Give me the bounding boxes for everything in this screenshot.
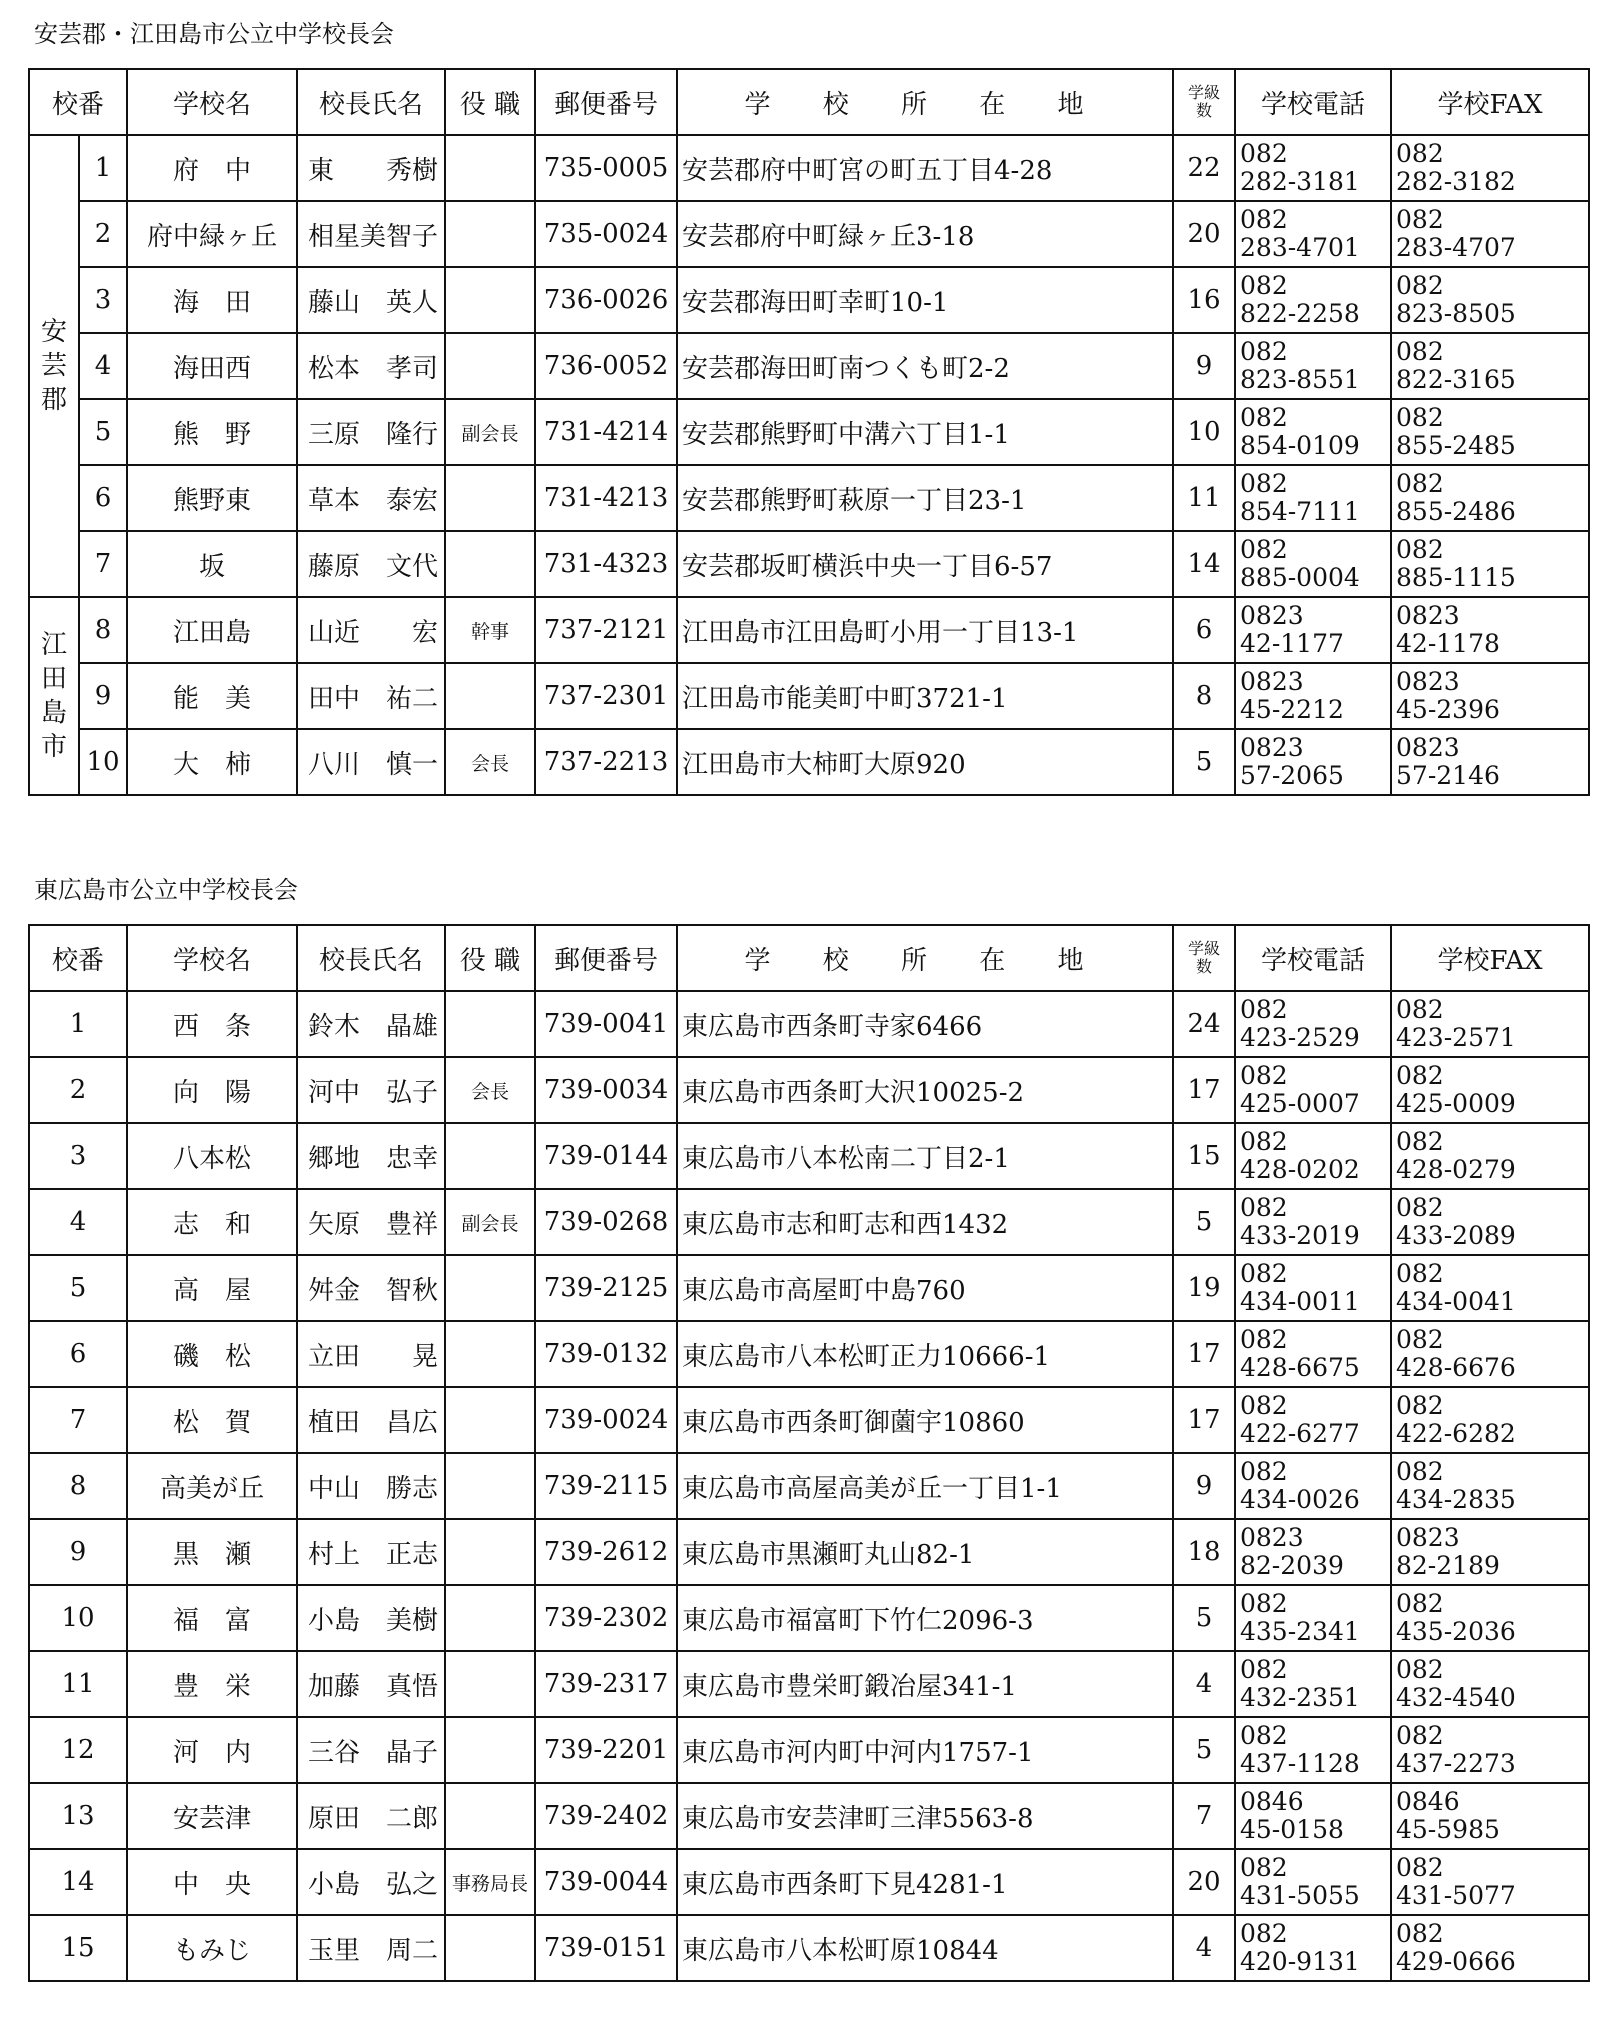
section-higashihiroshima (28, 874, 1588, 1982)
address-cell: 安芸郡熊野町中溝六丁目1-1 (677, 399, 1173, 465)
address-cell: 東広島市安芸津町三津5563-8 (677, 1783, 1173, 1849)
table-row (29, 1321, 1589, 1387)
school-name-cell: もみじ (127, 1915, 297, 1981)
fax-cell: 082 283-4707 (1391, 201, 1589, 267)
school-no-cell: 10 (29, 1585, 127, 1651)
header-classes: 学級 数 (1173, 925, 1235, 991)
class-count-cell: 22 (1173, 135, 1235, 201)
address-cell: 江田島市大柿町大原920 (677, 729, 1173, 795)
role-cell (445, 1321, 535, 1387)
postal-code-cell: 731-4214 (535, 399, 677, 465)
school-name-cell: 安芸津 (127, 1783, 297, 1849)
address-cell: 江田島市能美町中町3721-1 (677, 663, 1173, 729)
school-name-cell: 府 中 (127, 135, 297, 201)
phone-cell: 082 433-2019 (1235, 1189, 1391, 1255)
class-count-cell: 17 (1173, 1057, 1235, 1123)
school-name-cell: 能 美 (127, 663, 297, 729)
header-row (29, 925, 1589, 991)
principal-cell: 小島 弘之 (297, 1849, 445, 1915)
fax-cell: 082 425-0009 (1391, 1057, 1589, 1123)
role-cell (445, 465, 535, 531)
table-row (29, 1057, 1589, 1123)
table-row (29, 1717, 1589, 1783)
school-no-cell: 8 (29, 1453, 127, 1519)
address-cell: 東広島市西条町下見4281-1 (677, 1849, 1173, 1915)
postal-code-cell: 731-4323 (535, 531, 677, 597)
header-school-no: 校番 (29, 69, 127, 135)
phone-cell: 082 437-1128 (1235, 1717, 1391, 1783)
phone-cell: 082 425-0007 (1235, 1057, 1391, 1123)
fax-cell: 082 428-0279 (1391, 1123, 1589, 1189)
role-cell (445, 1387, 535, 1453)
class-count-cell: 8 (1173, 663, 1235, 729)
school-no-cell: 6 (79, 465, 127, 531)
fax-cell: 082 823-8505 (1391, 267, 1589, 333)
postal-code-cell: 737-2213 (535, 729, 677, 795)
address-cell: 東広島市西条町御薗宇10860 (677, 1387, 1173, 1453)
fax-cell: 082 855-2486 (1391, 465, 1589, 531)
role-cell: 副会長 (445, 399, 535, 465)
postal-code-cell: 739-2612 (535, 1519, 677, 1585)
role-cell (445, 991, 535, 1057)
postal-code-cell: 739-2125 (535, 1255, 677, 1321)
phone-cell: 082 885-0004 (1235, 531, 1391, 597)
address-cell: 安芸郡府中町緑ヶ丘3-18 (677, 201, 1173, 267)
class-count-cell: 24 (1173, 991, 1235, 1057)
principal-cell: 村上 正志 (297, 1519, 445, 1585)
phone-cell: 082 428-6675 (1235, 1321, 1391, 1387)
table-row (29, 1915, 1589, 1981)
class-count-cell: 6 (1173, 597, 1235, 663)
phone-cell: 082 431-5055 (1235, 1849, 1391, 1915)
header-postal: 郵便番号 (535, 925, 677, 991)
principal-cell: 原田 二郎 (297, 1783, 445, 1849)
phone-cell: 082 434-0011 (1235, 1255, 1391, 1321)
fax-cell: 082 855-2485 (1391, 399, 1589, 465)
class-count-cell: 19 (1173, 1255, 1235, 1321)
class-count-cell: 5 (1173, 1585, 1235, 1651)
table-row (29, 663, 1589, 729)
table-row (29, 1123, 1589, 1189)
class-count-cell: 17 (1173, 1387, 1235, 1453)
address-cell: 安芸郡府中町宮の町五丁目4-28 (677, 135, 1173, 201)
school-name-cell: 黒 瀬 (127, 1519, 297, 1585)
school-name-cell: 志 和 (127, 1189, 297, 1255)
school-name-cell: 中 央 (127, 1849, 297, 1915)
school-no-cell: 3 (29, 1123, 127, 1189)
role-cell (445, 1585, 535, 1651)
school-no-cell: 2 (29, 1057, 127, 1123)
fax-cell: 082 428-6676 (1391, 1321, 1589, 1387)
header-principal: 校長氏名 (297, 925, 445, 991)
region-cell: 安 芸 郡 (29, 135, 79, 597)
principal-cell: 植田 昌広 (297, 1387, 445, 1453)
fax-cell: 082 885-1115 (1391, 531, 1589, 597)
school-name-cell: 磯 松 (127, 1321, 297, 1387)
school-name-cell: 向 陽 (127, 1057, 297, 1123)
header-phone: 学校電話 (1235, 925, 1391, 991)
header-classes: 学級 数 (1173, 69, 1235, 135)
postal-code-cell: 739-0132 (535, 1321, 677, 1387)
phone-cell: 0823 45-2212 (1235, 663, 1391, 729)
class-count-cell: 11 (1173, 465, 1235, 531)
fax-cell: 0823 82-2189 (1391, 1519, 1589, 1585)
school-no-cell: 15 (29, 1915, 127, 1981)
school-name-cell: 熊 野 (127, 399, 297, 465)
address-cell: 東広島市豊栄町鍛冶屋341-1 (677, 1651, 1173, 1717)
section-title: 安芸郡・江田島市公立中学校長会 (34, 20, 394, 48)
school-no-cell: 1 (29, 991, 127, 1057)
address-cell: 東広島市福富町下竹仁2096-3 (677, 1585, 1173, 1651)
fax-cell: 082 423-2571 (1391, 991, 1589, 1057)
postal-code-cell: 739-2115 (535, 1453, 677, 1519)
role-cell (445, 663, 535, 729)
fax-cell: 082 432-4540 (1391, 1651, 1589, 1717)
postal-code-cell: 739-2317 (535, 1651, 677, 1717)
address-cell: 東広島市高屋町中島760 (677, 1255, 1173, 1321)
school-name-cell: 海田西 (127, 333, 297, 399)
section-aki-etajima (28, 18, 1588, 796)
table-row (29, 267, 1589, 333)
class-count-cell: 5 (1173, 1189, 1235, 1255)
role-cell (445, 1519, 535, 1585)
fax-cell: 082 282-3182 (1391, 135, 1589, 201)
postal-code-cell: 739-2302 (535, 1585, 677, 1651)
table-row (29, 201, 1589, 267)
table-row (29, 465, 1589, 531)
table-row (29, 1849, 1589, 1915)
phone-cell: 082 432-2351 (1235, 1651, 1391, 1717)
postal-code-cell: 736-0052 (535, 333, 677, 399)
address-cell: 東広島市西条町大沢10025-2 (677, 1057, 1173, 1123)
school-no-cell: 7 (79, 531, 127, 597)
header-address: 学 校 所 在 地 (677, 69, 1173, 135)
school-no-cell: 5 (79, 399, 127, 465)
roster-table (28, 68, 1590, 796)
address-cell: 東広島市八本松町原10844 (677, 1915, 1173, 1981)
table-row (29, 991, 1589, 1057)
postal-code-cell: 739-0034 (535, 1057, 677, 1123)
address-cell: 東広島市高屋高美が丘一丁目1-1 (677, 1453, 1173, 1519)
role-cell (445, 1651, 535, 1717)
principal-cell: 田中 祐二 (297, 663, 445, 729)
school-name-cell: 坂 (127, 531, 297, 597)
table-row (29, 1783, 1589, 1849)
table-row (29, 1585, 1589, 1651)
principal-cell: 鈴木 晶雄 (297, 991, 445, 1057)
phone-cell: 082 423-2529 (1235, 991, 1391, 1057)
phone-cell: 0823 82-2039 (1235, 1519, 1391, 1585)
header-phone: 学校電話 (1235, 69, 1391, 135)
class-count-cell: 10 (1173, 399, 1235, 465)
principal-cell: 三原 隆行 (297, 399, 445, 465)
address-cell: 東広島市河内町中河内1757-1 (677, 1717, 1173, 1783)
address-cell: 安芸郡坂町横浜中央一丁目6-57 (677, 531, 1173, 597)
phone-cell: 082 283-4701 (1235, 201, 1391, 267)
school-no-cell: 5 (29, 1255, 127, 1321)
postal-code-cell: 737-2121 (535, 597, 677, 663)
school-name-cell: 海 田 (127, 267, 297, 333)
role-cell: 会長 (445, 729, 535, 795)
fax-cell: 0823 42-1178 (1391, 597, 1589, 663)
school-no-cell: 4 (79, 333, 127, 399)
section-title: 東広島市公立中学校長会 (34, 876, 298, 904)
role-cell (445, 1783, 535, 1849)
header-principal: 校長氏名 (297, 69, 445, 135)
role-cell: 幹事 (445, 597, 535, 663)
phone-cell: 0823 42-1177 (1235, 597, 1391, 663)
school-no-cell: 9 (79, 663, 127, 729)
header-row (29, 69, 1589, 135)
principal-cell: 小島 美樹 (297, 1585, 445, 1651)
school-no-cell: 11 (29, 1651, 127, 1717)
principal-cell: 中山 勝志 (297, 1453, 445, 1519)
class-count-cell: 9 (1173, 1453, 1235, 1519)
school-name-cell: 豊 栄 (127, 1651, 297, 1717)
phone-cell: 0823 57-2065 (1235, 729, 1391, 795)
table-row (29, 1519, 1589, 1585)
address-cell: 安芸郡熊野町萩原一丁目23-1 (677, 465, 1173, 531)
class-count-cell: 5 (1173, 729, 1235, 795)
school-no-cell: 12 (29, 1717, 127, 1783)
table-row (29, 1255, 1589, 1321)
school-no-cell: 2 (79, 201, 127, 267)
phone-cell: 082 422-6277 (1235, 1387, 1391, 1453)
postal-code-cell: 739-0151 (535, 1915, 677, 1981)
header-school-no: 校番 (29, 925, 127, 991)
fax-cell: 082 433-2089 (1391, 1189, 1589, 1255)
principal-cell: 松本 孝司 (297, 333, 445, 399)
class-count-cell: 7 (1173, 1783, 1235, 1849)
class-count-cell: 20 (1173, 201, 1235, 267)
fax-cell: 082 422-6282 (1391, 1387, 1589, 1453)
principal-cell: 藤原 文代 (297, 531, 445, 597)
school-no-cell: 9 (29, 1519, 127, 1585)
principal-cell: 矢原 豊祥 (297, 1189, 445, 1255)
school-name-cell: 八本松 (127, 1123, 297, 1189)
class-count-cell: 15 (1173, 1123, 1235, 1189)
school-name-cell: 河 内 (127, 1717, 297, 1783)
address-cell: 東広島市八本松町正力10666-1 (677, 1321, 1173, 1387)
table-row (29, 531, 1589, 597)
phone-cell: 082 822-2258 (1235, 267, 1391, 333)
header-school-name: 学校名 (127, 69, 297, 135)
role-cell (445, 267, 535, 333)
table-row (29, 333, 1589, 399)
principal-cell: 草本 泰宏 (297, 465, 445, 531)
address-cell: 安芸郡海田町幸町10-1 (677, 267, 1173, 333)
school-no-cell: 8 (79, 597, 127, 663)
header-fax: 学校FAX (1391, 69, 1589, 135)
phone-cell: 082 434-0026 (1235, 1453, 1391, 1519)
principal-cell: 相星美智子 (297, 201, 445, 267)
school-no-cell: 6 (29, 1321, 127, 1387)
principal-cell: 山近 宏 (297, 597, 445, 663)
fax-cell: 082 434-2835 (1391, 1453, 1589, 1519)
postal-code-cell: 739-0044 (535, 1849, 677, 1915)
school-name-cell: 松 賀 (127, 1387, 297, 1453)
phone-cell: 082 854-0109 (1235, 399, 1391, 465)
phone-cell: 082 854-7111 (1235, 465, 1391, 531)
principal-cell: 加藤 真悟 (297, 1651, 445, 1717)
principal-cell: 舛金 智秋 (297, 1255, 445, 1321)
role-cell (445, 1123, 535, 1189)
table-row (29, 1387, 1589, 1453)
principal-cell: 藤山 英人 (297, 267, 445, 333)
role-cell (445, 1915, 535, 1981)
role-cell (445, 1453, 535, 1519)
class-count-cell: 14 (1173, 531, 1235, 597)
address-cell: 東広島市黒瀬町丸山82-1 (677, 1519, 1173, 1585)
role-cell (445, 201, 535, 267)
roster-table (28, 924, 1590, 1982)
fax-cell: 082 437-2273 (1391, 1717, 1589, 1783)
fax-cell: 082 429-0666 (1391, 1915, 1589, 1981)
class-count-cell: 4 (1173, 1651, 1235, 1717)
school-name-cell: 福 富 (127, 1585, 297, 1651)
school-name-cell: 府中緑ヶ丘 (127, 201, 297, 267)
principal-cell: 立田 晃 (297, 1321, 445, 1387)
school-no-cell: 10 (79, 729, 127, 795)
role-cell (445, 1255, 535, 1321)
school-no-cell: 13 (29, 1783, 127, 1849)
fax-cell: 0846 45-5985 (1391, 1783, 1589, 1849)
school-name-cell: 江田島 (127, 597, 297, 663)
school-no-cell: 1 (79, 135, 127, 201)
role-cell (445, 531, 535, 597)
principal-cell: 郷地 忠幸 (297, 1123, 445, 1189)
principal-cell: 三谷 晶子 (297, 1717, 445, 1783)
principal-cell: 八川 慎一 (297, 729, 445, 795)
class-count-cell: 5 (1173, 1717, 1235, 1783)
table-row (29, 1651, 1589, 1717)
phone-cell: 082 823-8551 (1235, 333, 1391, 399)
postal-code-cell: 735-0024 (535, 201, 677, 267)
fax-cell: 0823 57-2146 (1391, 729, 1589, 795)
school-no-cell: 14 (29, 1849, 127, 1915)
postal-code-cell: 736-0026 (535, 267, 677, 333)
fax-cell: 0823 45-2396 (1391, 663, 1589, 729)
school-name-cell: 熊野東 (127, 465, 297, 531)
postal-code-cell: 739-0268 (535, 1189, 677, 1255)
postal-code-cell: 735-0005 (535, 135, 677, 201)
role-cell: 事務局長 (445, 1849, 535, 1915)
role-cell (445, 135, 535, 201)
address-cell: 東広島市八本松南二丁目2-1 (677, 1123, 1173, 1189)
postal-code-cell: 737-2301 (535, 663, 677, 729)
postal-code-cell: 739-2402 (535, 1783, 677, 1849)
table-row (29, 135, 1589, 201)
principal-cell: 玉里 周二 (297, 1915, 445, 1981)
table-row (29, 1189, 1589, 1255)
postal-code-cell: 731-4213 (535, 465, 677, 531)
fax-cell: 082 434-0041 (1391, 1255, 1589, 1321)
address-cell: 東広島市西条町寺家6466 (677, 991, 1173, 1057)
class-count-cell: 9 (1173, 333, 1235, 399)
fax-cell: 082 431-5077 (1391, 1849, 1589, 1915)
phone-cell: 082 420-9131 (1235, 1915, 1391, 1981)
header-fax: 学校FAX (1391, 925, 1589, 991)
table-row (29, 729, 1589, 795)
principal-cell: 河中 弘子 (297, 1057, 445, 1123)
header-school-name: 学校名 (127, 925, 297, 991)
header-postal: 郵便番号 (535, 69, 677, 135)
fax-cell: 082 822-3165 (1391, 333, 1589, 399)
phone-cell: 082 428-0202 (1235, 1123, 1391, 1189)
class-count-cell: 17 (1173, 1321, 1235, 1387)
principal-cell: 東 秀樹 (297, 135, 445, 201)
role-cell (445, 333, 535, 399)
header-role: 役 職 (445, 69, 535, 135)
school-name-cell: 高 屋 (127, 1255, 297, 1321)
table-row (29, 399, 1589, 465)
school-no-cell: 7 (29, 1387, 127, 1453)
role-cell (445, 1717, 535, 1783)
class-count-cell: 18 (1173, 1519, 1235, 1585)
fax-cell: 082 435-2036 (1391, 1585, 1589, 1651)
school-name-cell: 高美が丘 (127, 1453, 297, 1519)
region-cell: 江 田 島 市 (29, 597, 79, 795)
class-count-cell: 16 (1173, 267, 1235, 333)
role-cell: 会長 (445, 1057, 535, 1123)
address-cell: 江田島市江田島町小用一丁目13-1 (677, 597, 1173, 663)
role-cell: 副会長 (445, 1189, 535, 1255)
address-cell: 安芸郡海田町南つくも町2-2 (677, 333, 1173, 399)
table-row (29, 1453, 1589, 1519)
postal-code-cell: 739-0144 (535, 1123, 677, 1189)
school-name-cell: 大 柿 (127, 729, 297, 795)
class-count-cell: 4 (1173, 1915, 1235, 1981)
header-address: 学 校 所 在 地 (677, 925, 1173, 991)
postal-code-cell: 739-0024 (535, 1387, 677, 1453)
phone-cell: 082 435-2341 (1235, 1585, 1391, 1651)
phone-cell: 0846 45-0158 (1235, 1783, 1391, 1849)
postal-code-cell: 739-2201 (535, 1717, 677, 1783)
address-cell: 東広島市志和町志和西1432 (677, 1189, 1173, 1255)
school-name-cell: 西 条 (127, 991, 297, 1057)
class-count-cell: 20 (1173, 1849, 1235, 1915)
school-no-cell: 3 (79, 267, 127, 333)
postal-code-cell: 739-0041 (535, 991, 677, 1057)
table-row (29, 597, 1589, 663)
header-role: 役 職 (445, 925, 535, 991)
school-no-cell: 4 (29, 1189, 127, 1255)
phone-cell: 082 282-3181 (1235, 135, 1391, 201)
